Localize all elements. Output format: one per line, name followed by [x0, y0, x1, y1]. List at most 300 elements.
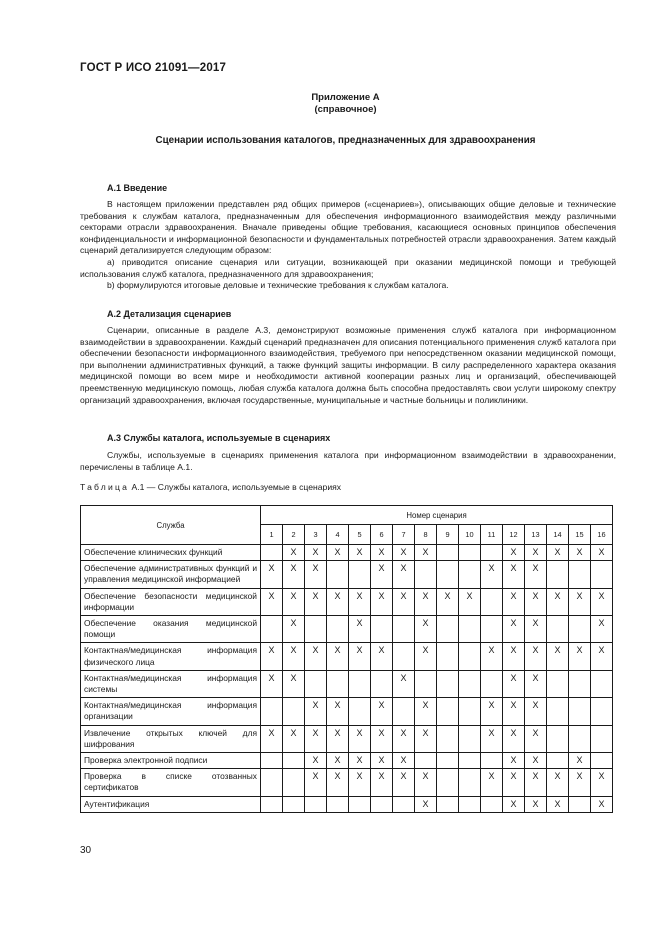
scenario-cell	[503, 725, 525, 752]
scenario-mark: X	[598, 798, 605, 809]
service-name: Обеспечение клинических функций	[81, 545, 261, 561]
scenario-mark: X	[532, 645, 539, 656]
scenario-cell	[371, 670, 393, 697]
scenario-cell	[525, 643, 547, 670]
scenario-cell	[415, 561, 437, 588]
scenario-cell	[569, 753, 591, 769]
scenario-mark: X	[554, 798, 561, 809]
scenario-mark: X	[356, 755, 363, 766]
scenario-mark: X	[268, 645, 275, 656]
scenario-cell	[503, 545, 525, 561]
scenario-mark: X	[356, 645, 363, 656]
scenario-cell	[481, 753, 503, 769]
scenario-cell	[415, 753, 437, 769]
section-a1-paragraph-1: В настоящем приложении представлен ряд общих примеров («сценариев»), описывающих общие деловые и технические требования к службам каталога, предназначенным для обеспечения информационного взаимодействия между различными секторами отрасли здравоохранения. Вначале приведены общие требования, касающиеся основных принципов обеспечения конфиденциальности и информационной безопасности и фундаментальных потребностей отрасли здравоохранения. Затем каждый сценарий детализируется следующим образом:	[80, 199, 616, 256]
scenario-cell	[547, 725, 569, 752]
scenario-mark: X	[510, 547, 517, 557]
scenario-cell	[569, 588, 591, 615]
scenario-mark: X	[312, 645, 319, 656]
scenario-mark: X	[400, 771, 407, 782]
scenario-mark: X	[334, 755, 341, 766]
scenario-number-10: 10	[459, 525, 481, 545]
scenario-cell	[547, 588, 569, 615]
scenario-number-2: 2	[283, 525, 305, 545]
scenario-cell	[349, 725, 371, 752]
scenario-cell	[305, 796, 327, 812]
scenario-cell	[393, 616, 415, 643]
scenario-cell	[459, 725, 481, 752]
section-a1-paragraph-3: b) формулируются итоговые деловые и технические требования к службам каталога.	[107, 280, 449, 291]
section-a3-body	[80, 450, 616, 473]
scenario-cell	[327, 670, 349, 697]
scenario-cell	[349, 670, 371, 697]
scenario-mark: X	[378, 563, 385, 574]
table-row	[81, 643, 613, 670]
scenario-cell	[371, 725, 393, 752]
table-row	[81, 769, 613, 796]
scenario-mark: X	[532, 547, 539, 557]
page-number: 30	[80, 845, 92, 856]
scenario-cell	[349, 616, 371, 643]
scenario-mark: X	[334, 727, 341, 738]
annex-subtitle: (справочное)	[314, 104, 377, 115]
scenario-cell	[349, 769, 371, 796]
scenario-cell	[547, 561, 569, 588]
scenario-cell	[437, 796, 459, 812]
scenario-mark: X	[488, 700, 495, 711]
scenario-mark: X	[334, 590, 341, 601]
scenario-cell	[459, 616, 481, 643]
scenario-cell	[547, 670, 569, 697]
scenario-cell	[283, 588, 305, 615]
scenario-cell	[393, 698, 415, 725]
scenario-mark: X	[312, 563, 319, 574]
scenario-cell	[305, 588, 327, 615]
section-a2-paragraph-1: Сценарии, описанные в разделе А.3, демонстрируют возможные применения служб каталога при информационном взаимодействии в здравоохранении. Каждый сценарий предназначен для описания потенциального применения служб каталога при обеспечении безопасности информационного взаимодействия, требуемого при непосредственном оказании медицинской помощи, при выполнении административных функций, а также функций защиты информации. В силу распределенного характера оказания медицинской помощи во всем мире и необходимости активной кооперации разных лиц и организаций, обеспечивающей преемственную медицинскую помощь, любая служба каталога должна быть способна предоставлять свои услуги широкому спектру организаций здравоохранения, включая государственные, муниципальные и частные больницы и поликлиники.	[80, 325, 616, 405]
scenario-cell	[459, 643, 481, 670]
service-name: Аутентификация	[81, 796, 261, 812]
scenario-cell	[503, 670, 525, 697]
scenario-cell	[569, 725, 591, 752]
scenario-cell	[459, 588, 481, 615]
scenario-cell	[503, 796, 525, 812]
scenario-mark: X	[488, 727, 495, 738]
scenario-number-16: 16	[591, 525, 613, 545]
scenario-cell	[503, 561, 525, 588]
scenario-mark: X	[488, 563, 495, 574]
scenario-mark: X	[466, 590, 473, 601]
section-a2-body	[80, 325, 616, 406]
table-row	[81, 698, 613, 725]
scenario-cell	[349, 643, 371, 670]
scenario-cell	[437, 545, 459, 561]
service-name: Проверка электронной подписи	[81, 753, 261, 769]
scenario-mark: X	[510, 798, 517, 809]
scenario-cell	[547, 698, 569, 725]
scenario-mark: X	[598, 547, 605, 557]
scenario-cell	[327, 643, 349, 670]
scenario-mark: X	[268, 672, 275, 683]
scenario-cell	[327, 545, 349, 561]
scenario-mark: X	[422, 645, 429, 656]
scenario-cell	[327, 796, 349, 812]
scenario-cell	[261, 616, 283, 643]
scenario-mark: X	[268, 727, 275, 738]
scenario-mark: X	[378, 771, 385, 782]
scenario-cell	[261, 643, 283, 670]
scenario-cell	[415, 616, 437, 643]
scenario-cell	[525, 670, 547, 697]
scenario-cell	[525, 796, 547, 812]
scenario-cell	[283, 670, 305, 697]
scenario-cell	[503, 616, 525, 643]
scenario-cell	[503, 698, 525, 725]
scenario-cell	[481, 698, 503, 725]
scenario-number-13: 13	[525, 525, 547, 545]
scenario-cell	[591, 545, 613, 561]
scenario-cell	[569, 545, 591, 561]
scenario-cell	[415, 670, 437, 697]
scenario-cell	[327, 561, 349, 588]
table-row	[81, 796, 613, 812]
service-name: Извлечение открытых ключей для шифрования	[81, 725, 261, 752]
scenario-cell	[459, 796, 481, 812]
scenario-mark: X	[532, 798, 539, 809]
scenario-mark: X	[598, 618, 605, 629]
scenario-cell	[283, 796, 305, 812]
scenario-cell	[283, 616, 305, 643]
scenario-cell	[547, 643, 569, 670]
scenario-cell	[591, 616, 613, 643]
scenario-cell	[371, 698, 393, 725]
scenario-mark: X	[488, 645, 495, 656]
scenario-cell	[591, 796, 613, 812]
scenario-cell	[459, 769, 481, 796]
scenario-mark: X	[576, 547, 583, 557]
table-caption-text: А.1 — Службы каталога, используемые в сценариях	[129, 482, 342, 492]
service-name: Обеспечение оказания медицинской помощи	[81, 616, 261, 643]
scenario-cell	[503, 769, 525, 796]
scenario-cell	[371, 545, 393, 561]
table-row	[81, 753, 613, 769]
scenario-mark: X	[510, 755, 517, 766]
scenario-mark: X	[378, 590, 385, 601]
scenario-number-9: 9	[437, 525, 459, 545]
scenario-cell	[415, 725, 437, 752]
scenario-cell	[481, 588, 503, 615]
scenario-mark: X	[312, 727, 319, 738]
scenario-mark: X	[510, 563, 517, 574]
scenario-cell	[569, 769, 591, 796]
scenario-mark: X	[510, 672, 517, 683]
document-header: ГОСТ Р ИСО 21091—2017	[80, 62, 227, 74]
scenario-cell	[305, 698, 327, 725]
scenario-cell	[283, 561, 305, 588]
scenario-mark: X	[444, 590, 451, 601]
scenario-mark: X	[400, 590, 407, 601]
scenario-mark: X	[290, 672, 297, 683]
scenario-mark: X	[312, 755, 319, 766]
scenario-cell	[415, 588, 437, 615]
scenario-cell	[547, 616, 569, 643]
scenario-mark: X	[334, 771, 341, 782]
scenario-mark: X	[422, 618, 429, 629]
scenario-number-6: 6	[371, 525, 393, 545]
table-row	[81, 561, 613, 588]
table-caption-word: Таблица	[80, 482, 130, 492]
scenario-mark: X	[378, 547, 385, 557]
scenario-mark: X	[268, 590, 275, 601]
scenario-cell	[481, 769, 503, 796]
scenario-number-5: 5	[349, 525, 371, 545]
scenario-cell	[393, 545, 415, 561]
scenario-cell	[569, 698, 591, 725]
scenario-mark: X	[312, 771, 319, 782]
scenario-number-8: 8	[415, 525, 437, 545]
section-a2-heading: А.2 Детализация сценариев	[107, 309, 232, 319]
scenario-cell	[437, 725, 459, 752]
table-row	[81, 616, 613, 643]
scenario-cell	[591, 753, 613, 769]
scenario-cell	[305, 725, 327, 752]
scenario-mark: X	[290, 563, 297, 574]
scenario-mark: X	[422, 547, 429, 557]
scenario-cell	[525, 616, 547, 643]
scenario-cell	[503, 753, 525, 769]
table-row	[81, 545, 613, 561]
services-table-body	[81, 545, 613, 813]
scenario-mark: X	[290, 547, 297, 557]
scenario-cell	[283, 769, 305, 796]
scenario-mark: X	[378, 700, 385, 711]
scenario-cell	[437, 698, 459, 725]
scenario-mark: X	[334, 645, 341, 656]
scenario-cell	[569, 796, 591, 812]
scenario-cell	[261, 588, 283, 615]
scenario-mark: X	[312, 700, 319, 711]
scenario-cell	[393, 796, 415, 812]
scenario-cell	[415, 769, 437, 796]
scenario-cell	[481, 545, 503, 561]
scenario-mark: X	[356, 727, 363, 738]
scenario-cell	[415, 796, 437, 812]
scenario-cell	[569, 616, 591, 643]
scenario-mark: X	[532, 727, 539, 738]
scenario-cell	[569, 670, 591, 697]
scenario-mark: X	[576, 771, 583, 782]
scenario-mark: X	[532, 771, 539, 782]
scenario-cell	[305, 616, 327, 643]
service-name: Обеспечение безопасности медицинской информации	[81, 588, 261, 615]
scenario-number-1: 1	[261, 525, 283, 545]
scenario-cell	[459, 545, 481, 561]
service-name: Обеспечение административных функций и управления медицинской информацией	[81, 561, 261, 588]
scenario-mark: X	[356, 771, 363, 782]
service-name: Контактная/медицинская информация системы	[81, 670, 261, 697]
scenario-mark: X	[400, 727, 407, 738]
scenario-number-12: 12	[503, 525, 525, 545]
scenario-cell	[503, 643, 525, 670]
scenario-number-header: Номер сценария	[261, 506, 613, 525]
scenario-cell	[569, 561, 591, 588]
scenario-mark: X	[532, 618, 539, 629]
scenario-cell	[525, 753, 547, 769]
scenario-cell	[327, 769, 349, 796]
scenario-cell	[481, 725, 503, 752]
scenario-number-15: 15	[569, 525, 591, 545]
scenario-cell	[305, 643, 327, 670]
scenario-cell	[371, 588, 393, 615]
scenario-mark: X	[400, 755, 407, 766]
annex-title	[0, 92, 661, 116]
scenario-number-3: 3	[305, 525, 327, 545]
scenario-cell	[591, 561, 613, 588]
scenario-mark: X	[356, 618, 363, 629]
scenario-cell	[525, 725, 547, 752]
annex-label: Приложение А	[311, 92, 380, 103]
scenario-cell	[525, 698, 547, 725]
scenario-cell	[349, 698, 371, 725]
scenario-cell	[305, 545, 327, 561]
scenario-cell	[283, 753, 305, 769]
scenario-mark: X	[598, 645, 605, 656]
scenario-mark: X	[378, 727, 385, 738]
scenario-cell	[327, 588, 349, 615]
scenario-mark: X	[510, 645, 517, 656]
scenario-cell	[261, 753, 283, 769]
scenario-cell	[415, 643, 437, 670]
scenario-cell	[547, 753, 569, 769]
scenario-cell	[305, 561, 327, 588]
scenario-cell	[371, 616, 393, 643]
scenario-cell	[437, 753, 459, 769]
scenario-cell	[591, 725, 613, 752]
scenario-cell	[327, 616, 349, 643]
scenario-mark: X	[356, 590, 363, 601]
scenario-cell	[393, 588, 415, 615]
scenario-cell	[371, 796, 393, 812]
scenario-number-14: 14	[547, 525, 569, 545]
scenario-cell	[371, 753, 393, 769]
scenario-mark: X	[312, 590, 319, 601]
scenario-cell	[393, 643, 415, 670]
scenario-cell	[591, 670, 613, 697]
scenario-cell	[525, 561, 547, 588]
section-a1-paragraph-2: а) приводится описание сценария или ситуации, возникающей при оказании медицинской помощи и требующей использования служб каталога, предназначенного для здравоохранения;	[80, 256, 616, 279]
scenario-mark: X	[532, 590, 539, 601]
scenario-cell	[349, 561, 371, 588]
scenario-mark: X	[312, 547, 319, 557]
scenario-mark: X	[422, 798, 429, 809]
table-row	[81, 670, 613, 697]
scenario-cell	[481, 643, 503, 670]
scenario-cell	[525, 545, 547, 561]
scenario-cell	[283, 643, 305, 670]
scenario-mark: X	[488, 771, 495, 782]
service-name: Проверка в списке отозванных сертификатов	[81, 769, 261, 796]
scenario-cell	[327, 698, 349, 725]
scenario-number-7: 7	[393, 525, 415, 545]
scenario-mark: X	[422, 590, 429, 601]
scenario-mark: X	[532, 563, 539, 574]
scenario-cell	[371, 643, 393, 670]
scenario-mark: X	[510, 771, 517, 782]
scenario-mark: X	[290, 618, 297, 629]
scenario-cell	[261, 725, 283, 752]
scenario-cell	[261, 670, 283, 697]
scenario-cell	[569, 643, 591, 670]
scenario-mark: X	[532, 755, 539, 766]
services-table	[80, 505, 613, 813]
scenario-mark: X	[532, 700, 539, 711]
scenario-cell	[371, 561, 393, 588]
scenario-cell	[283, 725, 305, 752]
table-row	[81, 725, 613, 752]
scenario-mark: X	[532, 672, 539, 683]
scenario-cell	[459, 698, 481, 725]
scenario-mark: X	[334, 700, 341, 711]
scenario-mark: X	[554, 645, 561, 656]
scenario-cell	[591, 588, 613, 615]
scenario-cell	[503, 588, 525, 615]
scenario-cell	[591, 643, 613, 670]
scenario-cell	[481, 561, 503, 588]
service-name: Контактная/медицинская информация организации	[81, 698, 261, 725]
scenario-cell	[393, 753, 415, 769]
appendix-main-title: Сценарии использования каталогов, предназначенных для здравоохранения	[155, 135, 536, 146]
scenario-mark: X	[554, 771, 561, 782]
scenario-number-11: 11	[481, 525, 503, 545]
scenario-cell	[525, 769, 547, 796]
scenario-mark: X	[422, 727, 429, 738]
scenario-cell	[437, 769, 459, 796]
scenario-number-4: 4	[327, 525, 349, 545]
section-a3-heading: А.3 Службы каталога, используемые в сценариях	[107, 433, 331, 443]
scenario-cell	[547, 796, 569, 812]
scenario-mark: X	[378, 755, 385, 766]
scenario-mark: X	[378, 645, 385, 656]
scenario-mark: X	[400, 672, 407, 683]
scenario-cell	[371, 769, 393, 796]
table-caption	[80, 482, 341, 492]
scenario-cell	[349, 796, 371, 812]
scenario-cell	[305, 753, 327, 769]
scenario-mark: X	[510, 618, 517, 629]
scenario-mark: X	[598, 590, 605, 601]
service-name: Контактная/медицинская информация физического лица	[81, 643, 261, 670]
scenario-cell	[437, 643, 459, 670]
scenario-mark: X	[400, 563, 407, 574]
scenario-cell	[349, 545, 371, 561]
section-a1-heading: А.1 Введение	[107, 183, 168, 193]
scenario-cell	[261, 796, 283, 812]
scenario-cell	[393, 561, 415, 588]
scenario-cell	[349, 753, 371, 769]
scenario-cell	[283, 698, 305, 725]
scenario-mark: X	[422, 700, 429, 711]
scenario-cell	[393, 725, 415, 752]
scenario-cell	[459, 753, 481, 769]
scenario-cell	[415, 545, 437, 561]
scenario-mark: X	[290, 727, 297, 738]
scenario-mark: X	[268, 563, 275, 574]
scenario-cell	[525, 588, 547, 615]
scenario-mark: X	[554, 590, 561, 601]
scenario-cell	[481, 670, 503, 697]
scenario-cell	[261, 698, 283, 725]
table-row	[81, 588, 613, 615]
scenario-cell	[481, 796, 503, 812]
